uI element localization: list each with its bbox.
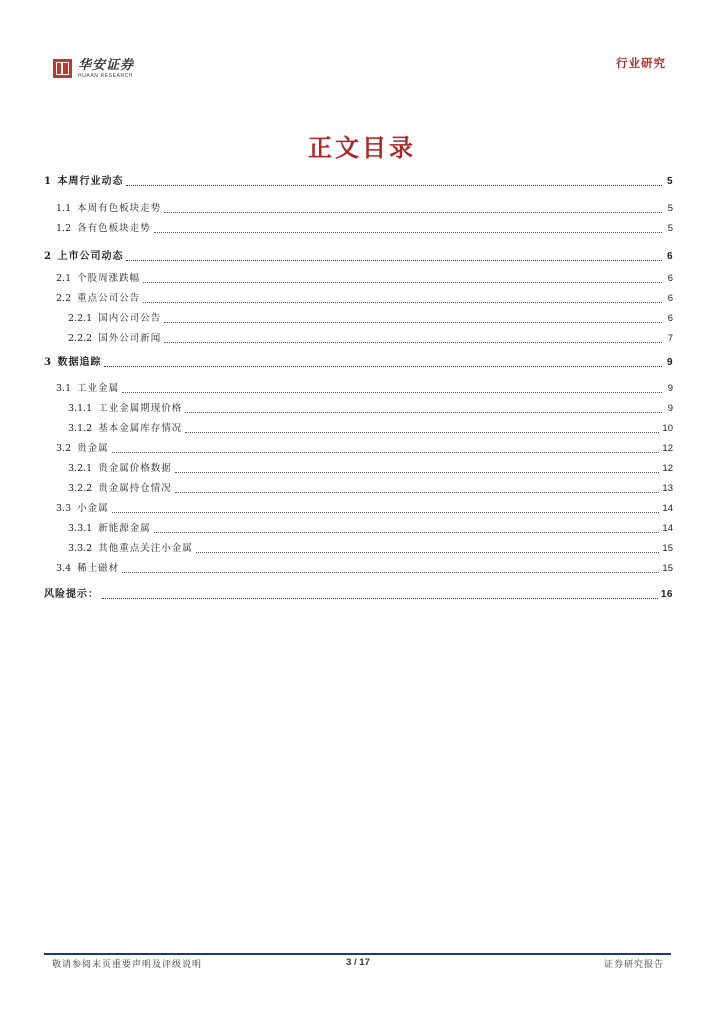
toc-entry-number: 2.1 [56, 273, 72, 284]
toc-entry-title: 数据追踪 [57, 357, 102, 368]
toc-entry-page: 5 [667, 203, 673, 214]
toc-entry-title: 工业金属期现价格 [98, 403, 183, 414]
logo-text [78, 59, 134, 80]
toc-entry-number: 3.2 [56, 443, 72, 454]
toc-entry-title: 个股周涨跌幅 [77, 273, 141, 284]
toc-entry-page: 15 [662, 543, 673, 554]
toc-entry-title: 本周行业动态 [57, 176, 124, 187]
toc-leader-dots [126, 260, 662, 261]
toc-leader-dots [185, 412, 662, 413]
toc-entry-page: 16 [660, 589, 673, 600]
toc-entry-page: 5 [667, 223, 673, 234]
toc-entry-page: 5 [666, 176, 673, 187]
toc-entry-number: 3.4 [56, 563, 72, 574]
toc-entry-title: 国内公司公告 [98, 313, 162, 324]
toc-entry-number: 3.2.2 [68, 483, 93, 494]
toc-entry-number: 2 [44, 251, 52, 262]
toc-entry[interactable] [44, 219, 673, 239]
toc-entry-page: 6 [666, 251, 673, 262]
toc-entry-page: 6 [667, 313, 673, 324]
toc-entry[interactable] [44, 399, 673, 419]
logo-name-cn: 华安证券 [78, 58, 135, 73]
toc-leader-dots [185, 432, 659, 433]
toc-leader-dots [196, 552, 660, 553]
toc-entry-title: 基本金属库存情况 [98, 423, 183, 434]
toc-leader-dots [122, 572, 659, 573]
toc-entry-number: 3 [44, 357, 52, 368]
toc-leader-dots [122, 392, 662, 393]
toc-leader-dots [102, 598, 658, 599]
toc-entry[interactable] [44, 353, 673, 373]
page-number: 3 / 17 [346, 957, 370, 968]
toc-entry-number: 3.3.1 [68, 523, 93, 534]
toc-entry[interactable] [44, 459, 673, 479]
toc-entry[interactable] [44, 499, 673, 519]
toc-entry-page: 9 [667, 383, 673, 394]
toc-entry-number: 3.1 [56, 383, 72, 394]
toc-entry[interactable] [44, 289, 673, 309]
company-logo [53, 59, 134, 80]
toc-entry[interactable] [44, 199, 673, 219]
toc-entry[interactable] [44, 439, 673, 459]
toc-entry-page: 6 [667, 273, 673, 284]
toc-entry-page: 12 [662, 443, 673, 454]
toc-entry-title: 贵金属 [77, 443, 109, 454]
toc-leader-dots [175, 472, 660, 473]
toc-entry-number: 3.3.2 [68, 543, 93, 554]
toc-entry-page: 10 [662, 423, 673, 434]
toc-entry-title: 其他重点关注小金属 [98, 543, 193, 554]
toc-entry-title: 稀土磁材 [77, 563, 120, 574]
toc-entry[interactable] [44, 539, 673, 559]
page-title: 正文目录 [308, 133, 416, 162]
logo-seal-icon [53, 59, 72, 78]
toc-entry[interactable] [44, 585, 673, 605]
toc-entry-title: 贵金属价格数据 [98, 463, 172, 474]
report-category: 行业研究 [616, 56, 666, 70]
toc-entry-number: 3.3 [56, 503, 72, 514]
toc-leader-dots [126, 185, 662, 186]
toc-leader-dots [164, 212, 662, 213]
toc-leader-dots [164, 342, 662, 343]
toc-entry-title: 本周有色板块走势 [77, 203, 162, 214]
toc-leader-dots [112, 512, 660, 513]
toc-leader-dots [143, 282, 662, 283]
toc-leader-dots [164, 322, 662, 323]
logo-name-en: HUAAN RESEARCH [78, 73, 134, 79]
toc-entry-number: 3.1.2 [68, 423, 93, 434]
footer-disclaimer: 敬请参阅末页重要声明及评级说明 [52, 960, 203, 970]
toc-entry-number: 3.2.1 [68, 463, 93, 474]
toc-entry[interactable] [44, 479, 673, 499]
toc-entry-title: 重点公司公告 [77, 293, 141, 304]
toc-entry-page: 14 [662, 523, 673, 534]
toc-leader-dots [154, 532, 660, 533]
toc-entry-title: 新能源金属 [98, 523, 151, 534]
toc-leader-dots [154, 232, 662, 233]
toc-entry-number: 2.2.2 [68, 333, 93, 344]
footer-divider [44, 953, 671, 955]
toc-entry-title: 风险提示： [44, 589, 99, 600]
toc-entry-page: 6 [667, 293, 673, 304]
toc-entry-number: 1.1 [56, 203, 72, 214]
toc-entry-page: 12 [662, 463, 673, 474]
toc-entry-number: 3.1.1 [68, 403, 93, 414]
toc-entry[interactable] [44, 329, 673, 349]
toc-entry-title: 上市公司动态 [57, 251, 124, 262]
toc-entry-number: 2.2 [56, 293, 72, 304]
toc-entry-number: 1 [44, 176, 52, 187]
toc-entry[interactable] [44, 419, 673, 439]
toc-entry-page: 15 [662, 563, 673, 574]
toc-entry-title: 小金属 [77, 503, 109, 514]
toc-entry[interactable] [44, 172, 673, 192]
toc-entry-number: 2.2.1 [68, 313, 93, 324]
toc-entry-title: 国外公司新闻 [98, 333, 162, 344]
toc-entry-title: 贵金属持仓情况 [98, 483, 172, 494]
footer-report-type: 证券研究报告 [603, 960, 664, 970]
toc-entry[interactable] [44, 379, 673, 399]
toc-entry-page: 9 [666, 357, 673, 368]
toc-leader-dots [112, 452, 660, 453]
toc-entry-page: 13 [662, 483, 673, 494]
toc-entry[interactable] [44, 559, 673, 579]
toc-entry-title: 各有色板块走势 [77, 223, 151, 234]
toc-entry[interactable] [44, 309, 673, 329]
toc-entry[interactable] [44, 519, 673, 539]
toc-entry-page: 9 [667, 403, 673, 414]
toc-entry[interactable] [44, 247, 673, 267]
toc-leader-dots [175, 492, 660, 493]
toc-leader-dots [104, 366, 662, 367]
toc-entry-title: 工业金属 [77, 383, 120, 394]
toc-entry-page: 14 [662, 503, 673, 514]
toc-entry-page: 7 [667, 333, 673, 344]
page-header [0, 0, 724, 90]
toc-leader-dots [143, 302, 662, 303]
toc-entry[interactable] [44, 269, 673, 289]
toc-entry-number: 1.2 [56, 223, 72, 234]
